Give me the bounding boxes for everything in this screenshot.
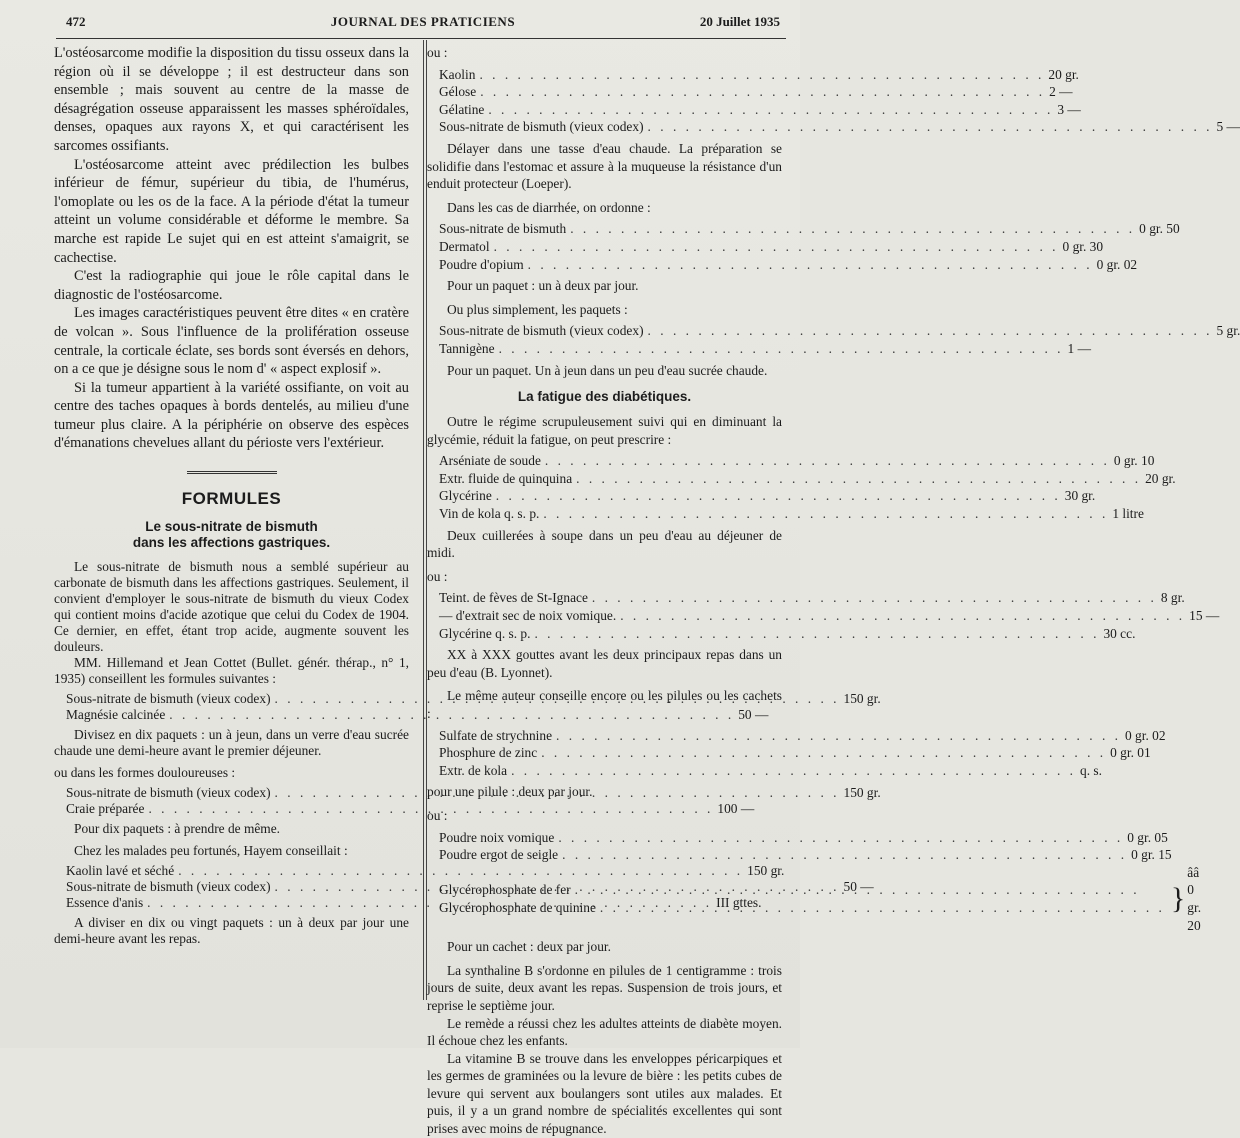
hayem-line: Chez les malades peu fortunés, Hayem conseillait :: [54, 843, 409, 859]
formula-item: [439, 846, 764, 864]
formula-note: Pour un paquet : un à deux par jour.: [427, 277, 782, 295]
ingredient: Glycérophosphate de quinine: [439, 899, 596, 917]
header-rule: [56, 38, 786, 39]
ingredient: Glycérophosphate de fer: [439, 881, 571, 899]
ingredient: Sous-nitrate de bismuth: [439, 220, 566, 238]
ingredient: Sulfate de strychnine: [439, 727, 552, 745]
formula-item: [66, 691, 401, 707]
ingredient: Sous-nitrate de bismuth (vieux codex): [66, 691, 271, 707]
formula-item: [439, 829, 764, 847]
formula-list: [427, 829, 782, 935]
ingredient: Extr. de kola: [439, 762, 507, 780]
synthaline-paragraph: La synthaline B s'ordonne en pilules de 1 centigramme : trois jours de suite, deux avant les repas. Suspension de trois jours, et reprise le septième jour.: [427, 962, 782, 1015]
formula-item: [66, 785, 401, 801]
quantity: 20 gr.: [1145, 470, 1176, 488]
ingredient: Poudre ergot de seigle: [439, 846, 558, 864]
ingredient: Tannigène: [439, 340, 495, 358]
formula-item: [66, 863, 401, 879]
paragraph: Les images caractéristiques peuvent être dites « en cratère de volcan ». Sous l'influence de la prolifération osseuse centrale, la corticale éclate, ses bords sont éversés en dehors, on a ce que je désigne sous le nom d' « aspect explosif ».: [54, 304, 409, 378]
formula-item: [439, 589, 764, 607]
quantity: ââ 0 gr. 20: [1187, 864, 1201, 934]
quantity: 15 —: [1189, 607, 1219, 625]
formula-note: Pour un paquet. Un à jeun dans un peu d'eau sucrée chaude.: [427, 362, 782, 380]
formula-item: [439, 118, 764, 136]
diabetes-intro: Outre le régime scrupuleusement suivi qui en diminuant la glycémie, réduit la fatigue, on peut prescrire :: [427, 413, 782, 448]
formula-item: [439, 487, 764, 505]
quantity: 0 gr. 05: [1127, 829, 1168, 847]
quantity: 5 —: [1217, 118, 1240, 136]
formula-item: [439, 727, 764, 745]
paragraph: L'ostéosarcome atteint avec prédilection les bulbes inférieur de fémur, supérieur du tibia, de l'humérus, l'omoplate ou les os de la face. A la période d'état la tumeur atteint un volume considérable et déforme le membre. Sa marche est rapide Le sujet qui en est atteint s'amaigrit, se cachectise.: [54, 156, 409, 268]
quantity: 3 —: [1057, 101, 1080, 119]
formula-item: [439, 83, 764, 101]
formula-item: [439, 505, 764, 523]
ingredient: Teint. de fèves de St-Ignace: [439, 589, 588, 607]
quantity: 50 —: [844, 879, 874, 895]
subhead-line: Le sous-nitrate de bismuth: [54, 519, 409, 535]
right-column: [427, 44, 782, 1138]
alternative-line: ou :: [427, 44, 782, 62]
alternative-line: ou :: [427, 807, 782, 825]
ingredient: Kaolin: [439, 66, 475, 84]
alternative-line: ou :: [427, 568, 782, 586]
quantity: 8 gr.: [1161, 589, 1185, 607]
formula-list: [427, 452, 782, 522]
formula-list: [54, 863, 409, 911]
running-header: [66, 12, 780, 34]
formula-list: [54, 691, 409, 723]
formula-note: A diviser en dix ou vingt paquets : un à deux par jour une demi-heure avant les repas.: [54, 915, 409, 947]
formula-item: [66, 879, 401, 895]
formula-item: [439, 899, 1169, 917]
formula-item: [439, 744, 764, 762]
formula-item: [439, 762, 764, 780]
alternative-line: ou dans les formes douloureuses :: [54, 765, 409, 781]
ingredient: Craie préparée: [66, 801, 144, 817]
quantity: q. s.: [1080, 762, 1102, 780]
quantity: 2 —: [1049, 83, 1072, 101]
intro-paragraph: Le sous-nitrate de bismuth nous a semblé supérieur au carbonate de bismuth dans les affections gastriques. Seulement, il convient d'employer le sous-nitrate de bismuth du vieux Codex qui contient moins d'acide azotique que celui du Codex de 1904. Ce dernier, en effet, étant trop acide, augmente souvent les douleurs.: [54, 559, 409, 655]
formula-item: [66, 801, 401, 817]
quantity: 0 gr. 50: [1139, 220, 1180, 238]
ingredient: Kaolin lavé et séché: [66, 863, 174, 879]
ingredient: — d'extrait sec de noix vomique.: [439, 607, 616, 625]
quantity: 0 gr. 02: [1097, 256, 1138, 274]
formula-list: [54, 785, 409, 817]
quantity: 1 —: [1068, 340, 1091, 358]
formula-item: [439, 322, 764, 340]
formula-note: pour une pilule : deux par jour.: [427, 783, 782, 801]
formula-note: Deux cuillerées à soupe dans un peu d'eau au déjeuner de midi.: [427, 527, 782, 562]
ingredient: Dermatol: [439, 238, 490, 256]
quantity: 5 gr.: [1217, 322, 1240, 340]
formula-item: [439, 881, 1169, 899]
formula-item: [439, 238, 764, 256]
quantity: 30 cc.: [1103, 625, 1135, 643]
formula-list: [427, 727, 782, 780]
article-subhead: La fatigue des diabétiques.: [427, 389, 782, 405]
subhead-line: dans les affections gastriques.: [54, 535, 409, 551]
journal-title: JOURNAL DES PRATICIENS: [66, 14, 780, 30]
ingredient: Essence d'anis: [66, 895, 143, 911]
formula-item: [439, 470, 764, 488]
quantity: 0 gr. 15: [1131, 846, 1172, 864]
formula-item: [439, 452, 764, 470]
diarrhea-line: Dans les cas de diarrhée, on ordonne :: [427, 199, 782, 217]
formula-list: [427, 322, 782, 357]
brace-glyph: }: [1171, 884, 1185, 914]
pills-intro: Le même auteur conseille encore ou les pilules ou les cachets :: [427, 687, 782, 722]
formula-note: Délayer dans une tasse d'eau chaude. La préparation se solidifie dans l'estomac et assure à la muqueuse la résistance d'un enduit protecteur (Loeper).: [427, 140, 782, 193]
quantity: 30 gr.: [1065, 487, 1096, 505]
ingredient: Gélatine: [439, 101, 484, 119]
formula-item: [66, 895, 401, 911]
quantity: 0 gr. 30: [1063, 238, 1104, 256]
quantity: 0 gr. 10: [1114, 452, 1155, 470]
formula-list: [427, 220, 782, 273]
quantity: III gttes.: [716, 895, 761, 911]
ingredient: Glycérine q. s. p.: [439, 625, 530, 643]
ingredient: Sous-nitrate de bismuth (vieux codex): [439, 322, 644, 340]
formula-item: [439, 340, 764, 358]
ingredient: Vin de kola q. s. p.: [439, 505, 539, 523]
article-subhead: [54, 519, 409, 551]
formula-note: XX à XXX gouttes avant les deux principaux repas dans un peu d'eau (B. Lyonnet).: [427, 646, 782, 681]
ingredient: Glycérine: [439, 487, 492, 505]
page-number: 472: [66, 14, 86, 30]
quantity: 150 gr.: [844, 785, 881, 801]
left-column: [54, 44, 409, 947]
paragraph: C'est la radiographie qui joue le rôle capital dans le diagnostic de l'ostéosarcome.: [54, 267, 409, 304]
ingredient: Extr. fluide de quinquina: [439, 470, 572, 488]
authors-paragraph: MM. Hillemand et Jean Cottet (Bullet. génér. thérap., n° 1, 1935) conseillent les formules suivantes :: [54, 655, 409, 687]
quantity: 0 gr. 01: [1110, 744, 1151, 762]
column-divider: [423, 40, 424, 1000]
formula-note: Divisez en dix paquets : un à jeun, dans un verre d'eau sucrée chaude une demi-heure avant le premier déjeuner.: [54, 727, 409, 759]
paragraph: L'ostéosarcome modifie la disposition du tissu osseux dans la région où il se développe ; il est destructeur dans son ensemble ; mais souvent au centre de la masse de désagrégation osseuse apparaissent les masses sphéroïdales, denses, opaques aux rayons X, et qui caractérisent les sarcomes ossifiants.: [54, 44, 409, 156]
formula-item: [439, 220, 764, 238]
formula-item: [439, 101, 764, 119]
quantity: 1 litre: [1112, 505, 1144, 523]
formula-list: [427, 589, 782, 642]
formula-item: [439, 66, 764, 84]
section-title: FORMULES: [54, 490, 409, 509]
quantity: 20 gr.: [1048, 66, 1079, 84]
formula-note: Pour dix paquets : à prendre de même.: [54, 821, 409, 837]
issue-date: 20 Juillet 1935: [700, 14, 780, 30]
ingredient: Sous-nitrate de bismuth (vieux codex): [439, 118, 644, 136]
ingredient: Poudre noix vomique: [439, 829, 554, 847]
ingredient: Magnésie calcinée: [66, 707, 165, 723]
remedy-paragraph: Le remède a réussi chez les adultes atteints de diabète moyen. Il échoue chez les enfants.: [427, 1015, 782, 1050]
quantity: 150 gr.: [747, 863, 784, 879]
formula-item: [439, 625, 764, 643]
formula-list: [427, 66, 782, 136]
formula-item: [439, 256, 764, 274]
ingredient: Sous-nitrate de bismuth (vieux codex): [66, 879, 271, 895]
quantity: 50 —: [738, 707, 768, 723]
braced-ingredients: [439, 864, 764, 934]
vitamine-paragraph: La vitamine B se trouve dans les enveloppes péricarpiques et les germes de graminées ou la levure de bière : les petits cubes de levure qui servent aux boulangers sont utiles aux malades. Et puis, il y a un grand nombre de spécialités excellentes qui sont prises avec moins de répugnance.: [427, 1050, 782, 1138]
ingredient: Arséniate de soude: [439, 452, 541, 470]
ingredient: Gélose: [439, 83, 476, 101]
formula-note: Pour un cachet : deux par jour.: [427, 938, 782, 956]
quantity: 100 —: [717, 801, 754, 817]
ingredient: Phosphure de zinc: [439, 744, 537, 762]
quantity: 150 gr.: [844, 691, 881, 707]
formula-item: [439, 607, 764, 625]
section-separator: [187, 471, 277, 476]
simpler-line: Ou plus simplement, les paquets :: [427, 301, 782, 319]
paragraph: Si la tumeur appartient à la variété ossifiante, on voit au centre des taches opaques à bords dentelés, au milieu d'une tumeur plus claire. A la périphérie on observe des espèces d'émanations chevelues allant du périoste vers l'extérieur.: [54, 379, 409, 453]
quantity: 0 gr. 02: [1125, 727, 1166, 745]
ingredient: Poudre d'opium: [439, 256, 524, 274]
ingredient: Sous-nitrate de bismuth (vieux codex): [66, 785, 271, 801]
formula-item: [66, 707, 401, 723]
